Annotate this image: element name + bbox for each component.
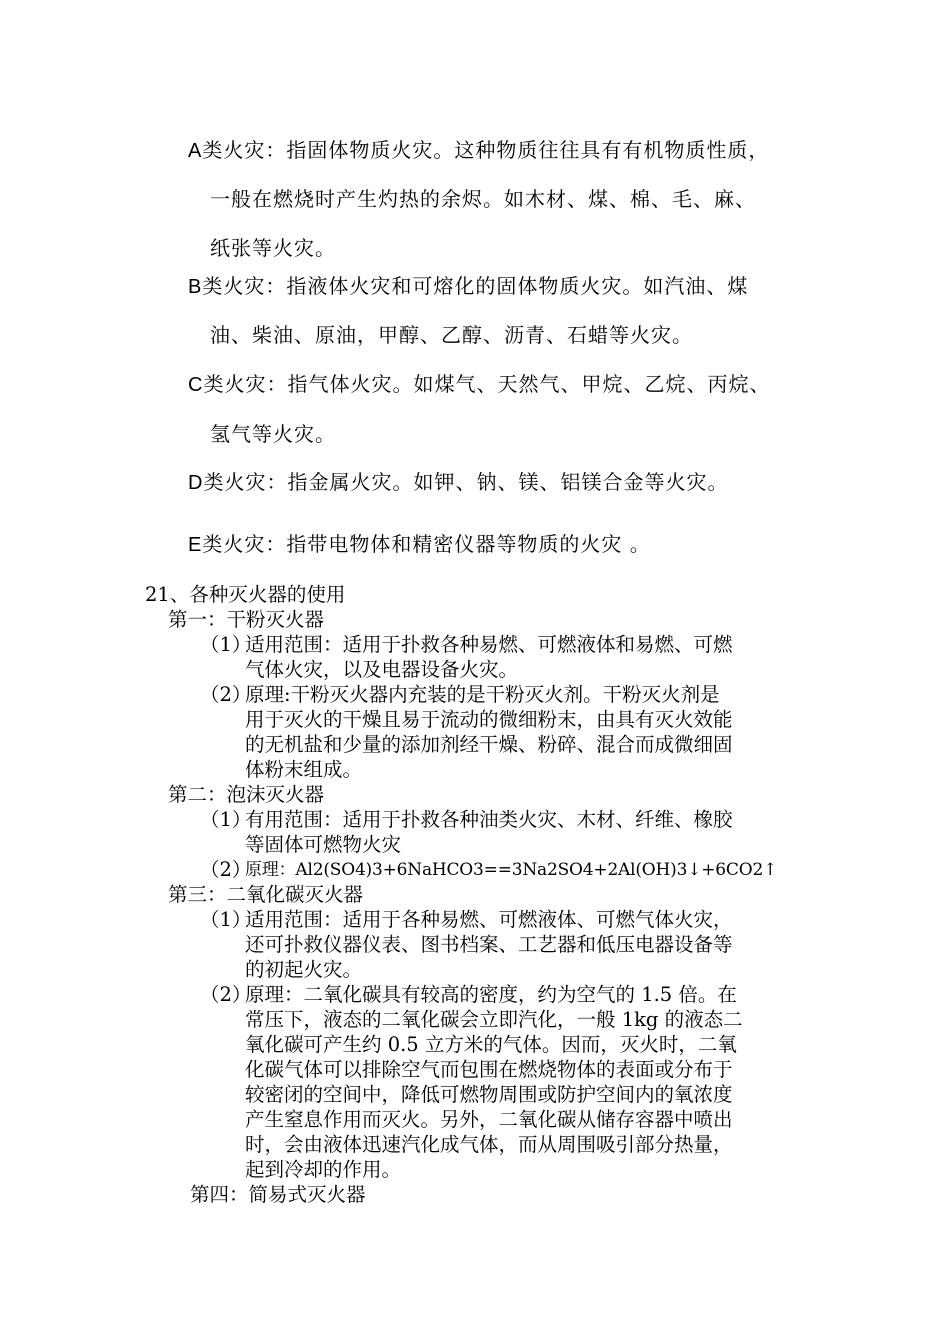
item-line: 化碳气体可以排除空气而包围在燃烧物体的表面或分布于 xyxy=(245,1058,733,1081)
item-line: 等固体可燃物火灾 xyxy=(245,833,402,856)
item-line: 的初起火灾。 xyxy=(245,958,363,981)
fire-class-letter: A xyxy=(188,140,203,162)
item-line: 的无机盐和少量的添加剂经干燥、粉碎、混合而成微细固 xyxy=(245,733,733,756)
item-line: 还可扑救仪器仪表、图书档案、工艺器和低压电器设备等 xyxy=(245,933,733,956)
item-line: 产生窒息作用而灭火。另外，二氧化碳从储存容器中喷出 xyxy=(245,1108,733,1131)
item-number: （2） xyxy=(200,683,252,706)
item-line: 起到冷却的作用。 xyxy=(245,1158,402,1181)
fire-class-a-line-2: 一般在燃烧时产生灼热的余烬。如木材、煤、棉、毛、麻、 xyxy=(210,187,756,211)
part-title: 第四：简易式灭火器 xyxy=(190,1183,366,1206)
item-number: （1） xyxy=(200,633,252,656)
fire-class-c-line-2: 氢气等火灾。 xyxy=(210,422,336,446)
fire-class-letter: E xyxy=(188,534,203,556)
fire-class-letter: B xyxy=(188,276,203,298)
item-number: （2） xyxy=(200,983,252,1006)
item-line: 适用范围：适用于各种易燃、可燃液体、可燃气体火灾， xyxy=(245,908,733,931)
fire-class-b-line-2: 油、柴油、原油，甲醇、乙醇、沥青、石蜡等火灾。 xyxy=(210,323,693,347)
fire-class-letter: D xyxy=(188,472,204,494)
fire-class-c-line-1: C类火灾：指气体火灾。如煤气、天然气、甲烷、乙烷、丙烷、 xyxy=(188,372,771,396)
fire-class-letter: C xyxy=(188,374,204,396)
part-title: 第二：泡沫灭火器 xyxy=(168,783,325,806)
item-line: 较密闭的空间中，降低可燃物周围或防护空间内的氧浓度 xyxy=(245,1083,733,1106)
item-line: 体粉末组成。 xyxy=(245,758,363,781)
item-line: 原理:干粉灭火器内充装的是干粉灭火剂。干粉灭火剂是 xyxy=(245,683,720,706)
item-number: （2） xyxy=(200,858,252,881)
item-line: 用于灭火的干燥且易于流动的微细粉末，由具有灭火效能 xyxy=(245,708,733,731)
item-line: 时，会由液体迅速汽化成气体，而从周围吸引部分热量， xyxy=(245,1133,733,1156)
item-number: （1） xyxy=(200,808,252,831)
part-title: 第一：干粉灭火器 xyxy=(168,608,325,631)
item-line: 原理：二氧化碳具有较高的密度，约为空气的 1.5 倍。在 xyxy=(245,983,737,1006)
item-line: 适用范围：适用于扑救各种易燃、可燃液体和易燃、可燃 xyxy=(245,633,733,656)
fire-class-a-line-1: A类火灾：指固体物质火灾。这种物质往往具有有机物质性质， xyxy=(188,138,770,162)
fire-class-e-line-1: E类火灾：指带电物体和精密仪器等物质的火灾 。 xyxy=(188,532,651,556)
item-line: 有用范围：适用于扑救各种油类火灾、木材、纤维、橡胶 xyxy=(245,808,733,831)
fire-class-d-line-1: D类火灾：指金属火灾。如钾、钠、镁、铝镁合金等火灾。 xyxy=(188,470,729,494)
section-heading: 21、各种灭火器的使用 xyxy=(145,583,346,606)
fire-class-b-line-1: B类火灾：指液体火灾和可熔化的固体物质火灾。如汽油、煤 xyxy=(188,274,749,298)
item-line: 常压下，液态的二氧化碳会立即汽化，一般 1kg 的液态二 xyxy=(245,1008,743,1031)
item-number: （1） xyxy=(200,908,252,931)
item-line: 氧化碳可产生约 0.5 立方米的气体。因而，灭火时，二氧 xyxy=(245,1033,737,1056)
fire-class-a-line-3: 纸张等火灾。 xyxy=(210,236,336,260)
chemical-equation: 原理：Al2(SO4)3+6NaHCO3==3Na2SO4+2Al(OH)3↓+6CO2↑ xyxy=(245,860,778,880)
item-line: 气体火灾，以及电器设备火灾。 xyxy=(245,658,519,681)
part-title: 第三：二氧化碳灭火器 xyxy=(168,883,364,906)
